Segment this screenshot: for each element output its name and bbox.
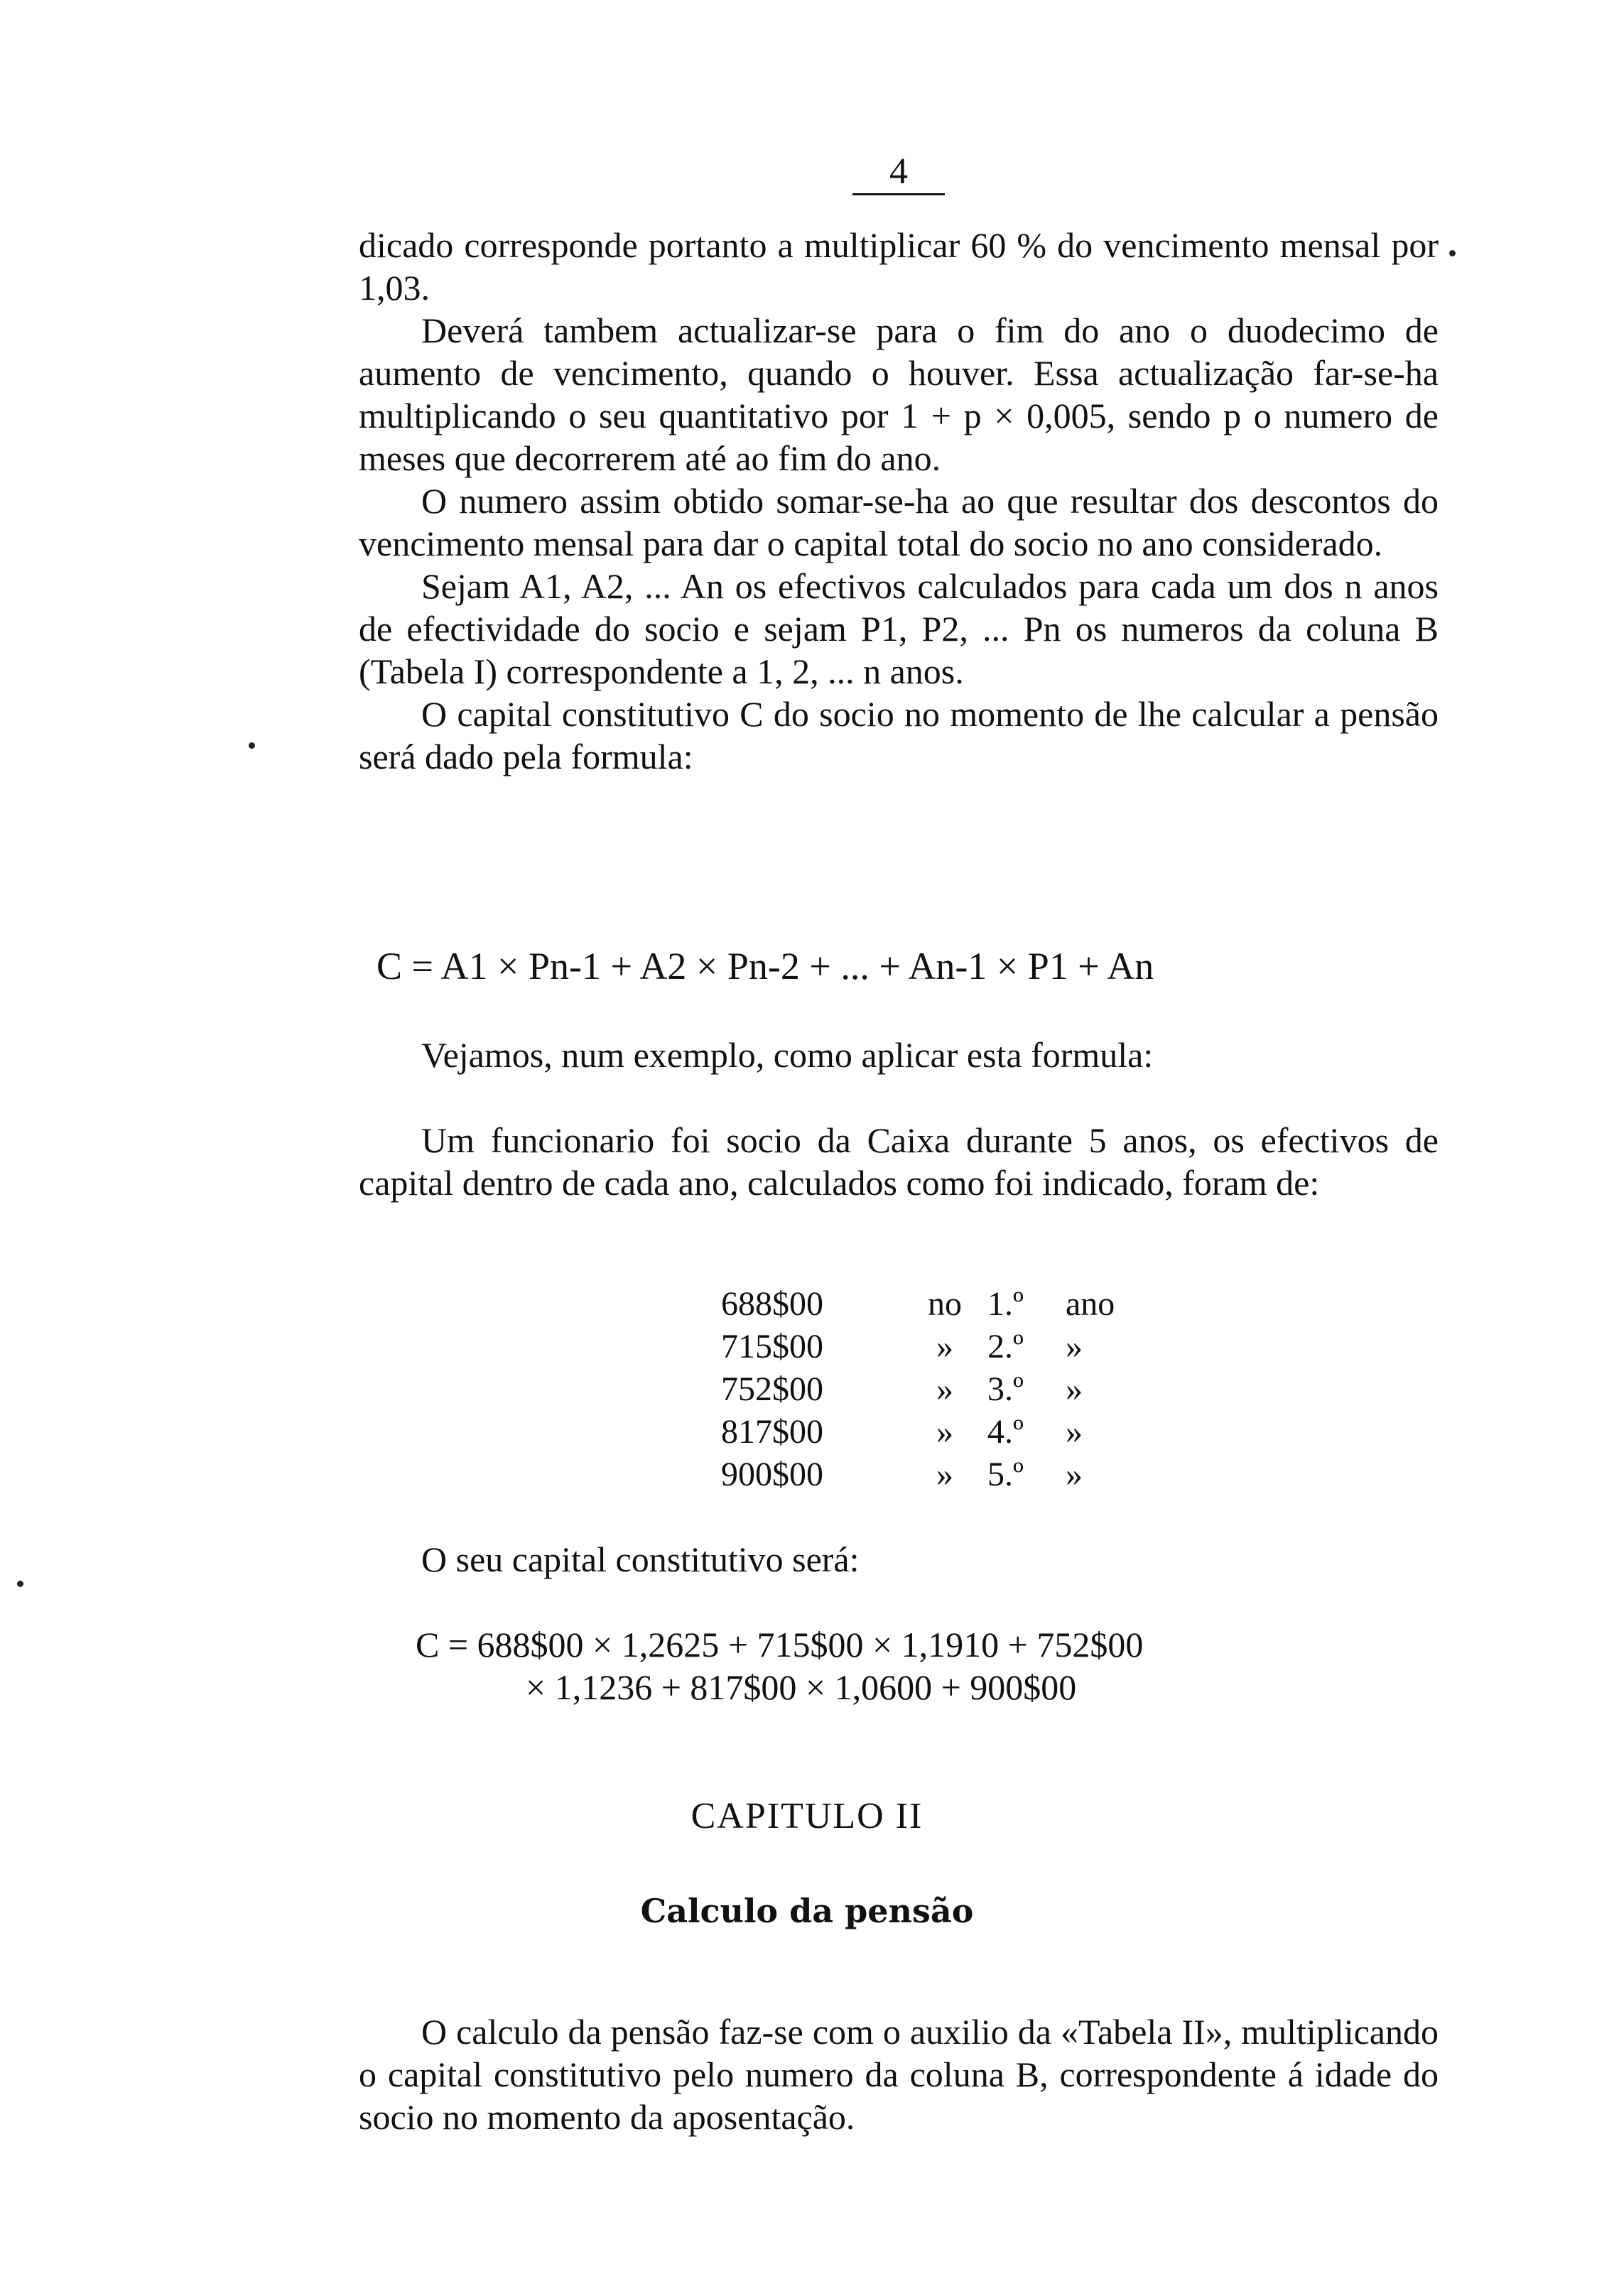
example-label: »	[936, 1455, 953, 1493]
example-label: »	[936, 1370, 953, 1408]
scan-speck	[17, 1581, 23, 1587]
example-amount: 715$00	[721, 1327, 823, 1365]
example-intro-block	[359, 1034, 1439, 1076]
example-unit: »	[1066, 1455, 1083, 1493]
example-row	[721, 1453, 1151, 1495]
page-number: 4	[852, 151, 945, 195]
final-paragraph-block	[359, 2010, 1439, 2138]
capital-intro-block	[359, 1538, 1439, 1581]
example-amount: 752$00	[721, 1370, 823, 1408]
example-ordinal: 2.º	[987, 1327, 1024, 1365]
example-table	[721, 1282, 1151, 1495]
example-unit: »	[1066, 1327, 1083, 1365]
example-label: »	[936, 1412, 953, 1451]
capital-formula: C = A1 × Pn-1 + A2 × Pn-2 + ... + An-1 × P1 + An	[377, 945, 1154, 987]
example-label: no	[928, 1284, 962, 1323]
capital-calc-line-1: C = 688$00 × 1,2625 + 715$00 × 1,1910 + 752$00	[416, 1625, 1144, 1664]
scan-speck	[249, 742, 255, 749]
paragraph-update: Deverá tambem actualizar-se para o fim do ano o duodecimo de aumento de vencimento, quando o houver. Essa actualização far-se-ha multiplicando o seu quantitativo por 1 + p × 0,005, sendo p o numero de meses que decorrerem até ao fim do ano.	[359, 310, 1439, 478]
example-ordinal: 4.º	[987, 1412, 1024, 1451]
example-row	[721, 1325, 1151, 1368]
capital-calc-line-2: × 1,1236 + 817$00 × 1,0600 + 900$00	[526, 1667, 1077, 1707]
example-paragraph-block	[359, 1119, 1439, 1204]
example-ordinal: 3.º	[987, 1370, 1024, 1408]
capital-calculation	[416, 1623, 1453, 1709]
example-amount: 688$00	[721, 1284, 823, 1323]
body-text-upper	[359, 224, 1439, 778]
example-ordinal: 1.º	[987, 1284, 1024, 1323]
capital-intro: O seu capital constitutivo será:	[421, 1539, 860, 1579]
example-label: »	[936, 1327, 953, 1365]
chapter-heading: CAPITULO II	[690, 1796, 924, 1836]
example-row	[721, 1410, 1151, 1453]
example-unit: »	[1066, 1370, 1083, 1408]
paragraph-sum: O numero assim obtido somar-se-ha ao que resultar dos descontos do vencimento mensal para dar o capital total do socio no ano considerado.	[359, 481, 1439, 563]
example-unit: ano	[1066, 1284, 1115, 1323]
example-amount: 900$00	[721, 1455, 823, 1493]
paragraph-formula-intro: O capital constitutivo C do socio no momento de lhe calcular a pensão será dado pela formula:	[359, 694, 1439, 776]
example-ordinal: 5.º	[987, 1455, 1024, 1493]
scan-speck	[1449, 250, 1456, 256]
paragraph-definitions: Sejam A1, A2, ... An os efectivos calculados para cada um dos n anos de efectividade do socio e sejam P1, P2, ... Pn os numeros da coluna B (Tabela I) correspondente a 1, 2, ... n anos.	[359, 566, 1439, 691]
section-title: Calculo da pensão	[640, 1892, 974, 1930]
example-row	[721, 1282, 1151, 1325]
example-paragraph: Um funcionario foi socio da Caixa durante 5 anos, os efectivos de capital dentro de cada ano, calculados como foi indicado, foram de:	[359, 1120, 1439, 1203]
final-paragraph: O calculo da pensão faz-se com o auxilio da «Tabela II», multiplicando o capital constitutivo pelo numero da coluna B, correspondente á idade do socio no momento da aposentação.	[359, 2012, 1439, 2137]
example-row	[721, 1368, 1151, 1410]
example-unit: »	[1066, 1412, 1083, 1451]
example-intro: Vejamos, num exemplo, como aplicar esta formula:	[421, 1035, 1154, 1075]
example-amount: 817$00	[721, 1412, 823, 1451]
paragraph-continuation: dicado corresponde portanto a multiplicar 60 % do vencimento mensal por 1,03.	[359, 225, 1439, 308]
